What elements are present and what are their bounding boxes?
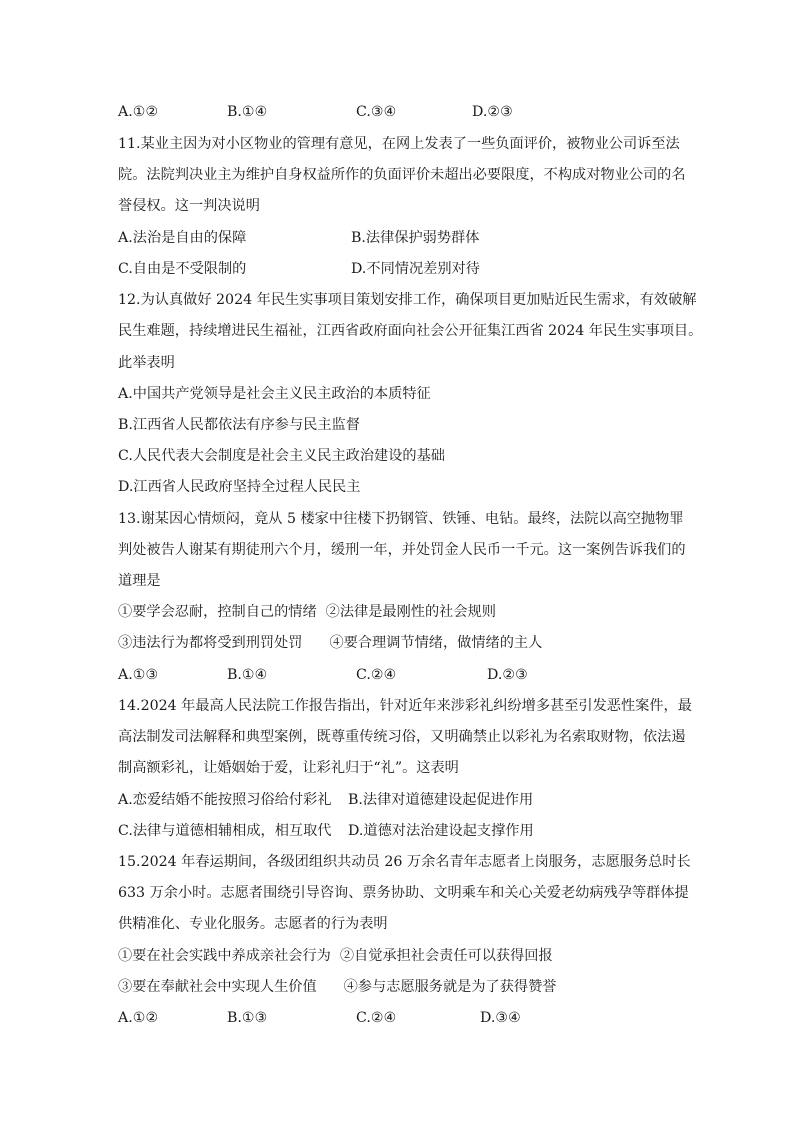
q10-option-a: A.①② bbox=[118, 104, 159, 120]
q11-stem-line-3: 誉侵权。这一判决说明 bbox=[118, 198, 260, 214]
q12-stem-line-2: 民生难题，持续增进民生福祉，江西省政府面向社会公开征集江西省 2024 年民生实事项目。 bbox=[118, 323, 703, 339]
q11-stem-line-1: 11.某业主因为对小区物业的管理有意见，在网上发表了一些负面评价，被物业公司诉至法 bbox=[118, 136, 680, 152]
q14-option-b: B.法律对道德建设起促进作用 bbox=[348, 792, 534, 808]
q15-stem-line-1: 15.2024 年春运期间，各级团组织共动员 26 万余名青年志愿者上岗服务，志愿服务总时长 bbox=[118, 854, 691, 870]
q15-stem-line-3: 供精准化、专业化服务。志愿者的行为表明 bbox=[118, 916, 388, 932]
q14-stem-line-3: 制高额彩礼，让婚姻始于爱，让彩礼归于“礼”。这表明 bbox=[118, 760, 459, 776]
q15-statements-2: ③要在奉献社会中实现人生价值 ④参与志愿服务就是为了获得赞誉 bbox=[118, 979, 557, 995]
q12-option-b: B.江西省人民都依法有序参与民主监督 bbox=[118, 417, 360, 433]
q13-stem-line-3: 道理是 bbox=[118, 573, 161, 589]
q12-option-d: D.江西省人民政府坚持全过程人民民主 bbox=[118, 479, 361, 495]
q10-option-c: C.③④ bbox=[356, 104, 397, 120]
q11-stem-line-2: 院。法院判决业主为维护自身权益所作的负面评价未超出必要限度，不构成对物业公司的名 bbox=[118, 167, 686, 183]
q11-option-a: A.法治是自由的保障 bbox=[118, 230, 247, 246]
q14-option-d: D.道德对法治建设起支撑作用 bbox=[348, 823, 534, 839]
q13-statements-2: ③违法行为都将受到刑罚处罚 ④要合理调节情绪，做情绪的主人 bbox=[118, 635, 543, 651]
q10-option-b: B.①④ bbox=[227, 104, 268, 120]
q14-stem-line-2: 高法制发司法解释和典型案例，既尊重传统习俗，又明确禁止以彩礼为名索取财物，依法遏 bbox=[118, 729, 686, 745]
q13-option-d: D.②③ bbox=[487, 667, 528, 683]
q12-option-a: A.中国共产党领导是社会主义民主政治的本质特征 bbox=[118, 386, 431, 402]
q14-stem-line-1: 14.2024 年最高人民法院工作报告指出，针对近年来涉彩礼纠纷增多甚至引发恶性案件，最 bbox=[118, 698, 692, 714]
q11-option-d: D.不同情况差别对待 bbox=[351, 261, 480, 277]
q13-statements-1: ①要学会忍耐，控制自己的情绪 ②法律是最刚性的社会规则 bbox=[118, 604, 496, 620]
q15-statements-1: ①要在社会实践中养成亲社会行为 ②自觉承担社会责任可以获得回报 bbox=[118, 948, 553, 964]
q11-option-c: C.自由是不受限制的 bbox=[118, 261, 247, 277]
q14-option-a: A.恋爱结婚不能按照习俗给付彩礼 bbox=[118, 792, 332, 808]
q10-option-d: D.②③ bbox=[472, 104, 513, 120]
q12-stem-line-1: 12.为认真做好 2024 年民生实事项目策划安排工作，确保项目更加贴近民生需求，有效破解 bbox=[118, 292, 697, 308]
q11-option-b: B.法律保护弱势群体 bbox=[351, 230, 480, 246]
q15-option-d: D.③④ bbox=[480, 1010, 521, 1026]
q15-option-b: B.①③ bbox=[227, 1010, 268, 1026]
q15-option-c: C.②④ bbox=[356, 1010, 397, 1026]
q13-option-b: B.①④ bbox=[227, 667, 268, 683]
q15-stem-line-2: 633 万余小时。志愿者围绕引导咨询、票务协助、文明乘车和关心关爱老幼病残孕等群体提 bbox=[118, 885, 689, 901]
q13-option-c: C.②④ bbox=[356, 667, 397, 683]
q13-stem-line-2: 判处被告人谢某有期徒刑六个月，缓刑一年，并处罚金人民币一千元。这一案例告诉我们的 bbox=[118, 542, 686, 558]
q13-option-a: A.①③ bbox=[118, 667, 159, 683]
q15-option-a: A.①② bbox=[118, 1010, 159, 1026]
q12-stem-line-3: 此举表明 bbox=[118, 355, 175, 371]
q12-option-c: C.人民代表大会制度是社会主义民主政治建设的基础 bbox=[118, 448, 445, 464]
q14-option-c: C.法律与道德相辅相成，相互取代 bbox=[118, 823, 332, 839]
q13-stem-line-1: 13.谢某因心情烦闷，竟从 5 楼家中往楼下扔钢管、铁锤、电钻。最终，法院以高空抛物罪 bbox=[118, 511, 684, 527]
